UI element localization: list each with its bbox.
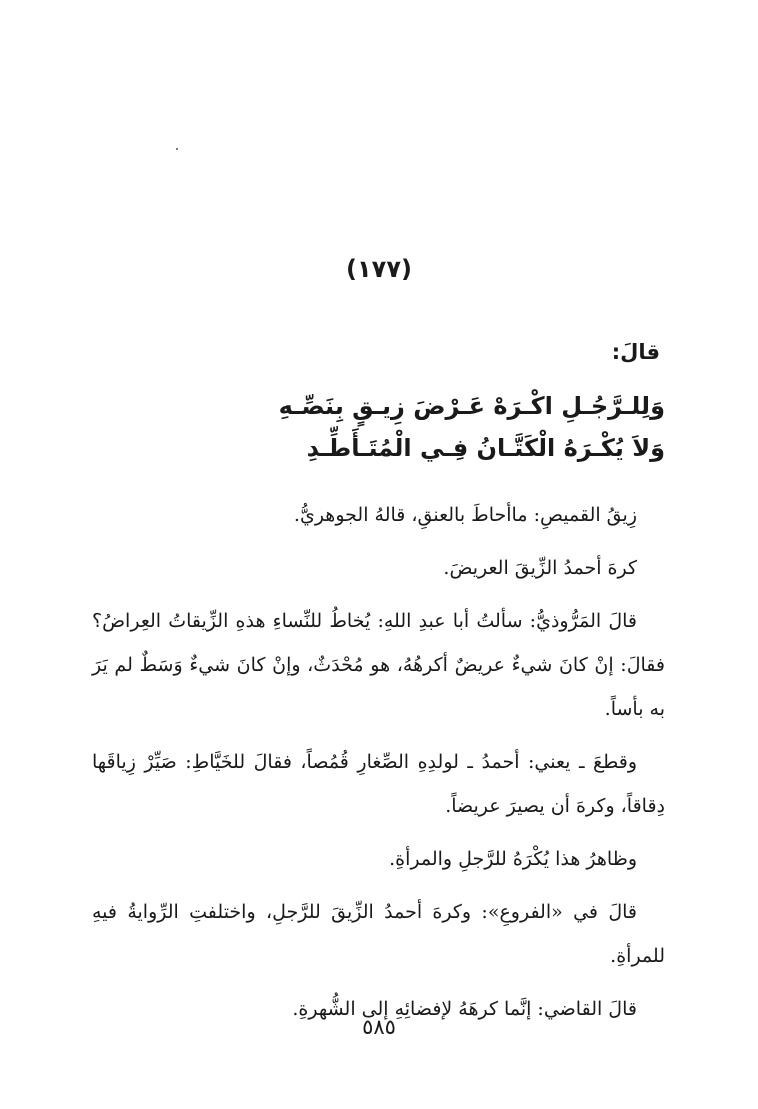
scan-speck [176, 148, 178, 150]
verse-line-2: وَلاَ يُكْـرَهُ الْكَتَّـانُ فِـي الْمُتَـأَطِّـدِ [306, 434, 665, 462]
commentary-paragraph: قالَ القاضي: إنَّما كرهَهُ لإفضائِهِ إلى الشُّهرةِ. [292, 998, 637, 1020]
page-number: ٥٨٥ [362, 1015, 396, 1039]
commentary-paragraph: قالَ في «الفروعِ»: وكرهَ أحمدُ الزِّيقَ للرَّجلِ، واختلفتِ الرِّوايةُ فيهِ للمرأةِ. [92, 901, 665, 967]
commentary-paragraph: قالَ المَرُّوذيُّ: سألتُ أبا عبدِ اللهِ: يُخاطُ للنِّساءِ هذهِ الزِّيقاتُ العِراضُ؟ فقالَ: إنْ كانَ شيءٌ عريضٌ أكرهُهُ، هو مُحْدَثٌ، وإنْ كانَ شيءٌ وَسَطٌ لم يَرَ به بأساً. [92, 610, 665, 720]
commentary-paragraph: كرهَ أحمدُ الزِّيقَ العريضَ. [443, 557, 637, 579]
commentary-paragraph: زِيقُ القميصِ: ماأحاطَ بالعنقِ، قالهُ الجوهريُّ. [293, 504, 637, 526]
commentary [92, 493, 665, 1040]
commentary-paragraph: وظاهرُ هذا يُكْرَهُ للرَّجلِ والمرأةِ. [389, 848, 637, 870]
verse-line-1: وَلِلـرَّجُـلِ اكْـرَهْ عَـرْضَ زِيـقٍ بِنَصِّـهِ [278, 392, 665, 420]
section-number: (١٧٧) [346, 255, 412, 283]
commentary-paragraph: وقطعَ ـ يعني: أحمدُ ـ لولدِهِ الصِّغارِ قُمُصاً، فقالَ للخَيَّاطِ: صَيِّرْ زِياقَها دِقاقاً، وكرهَ أن يصيرَ عريضاً. [92, 751, 665, 817]
verse-intro: قالَ: [611, 340, 660, 364]
